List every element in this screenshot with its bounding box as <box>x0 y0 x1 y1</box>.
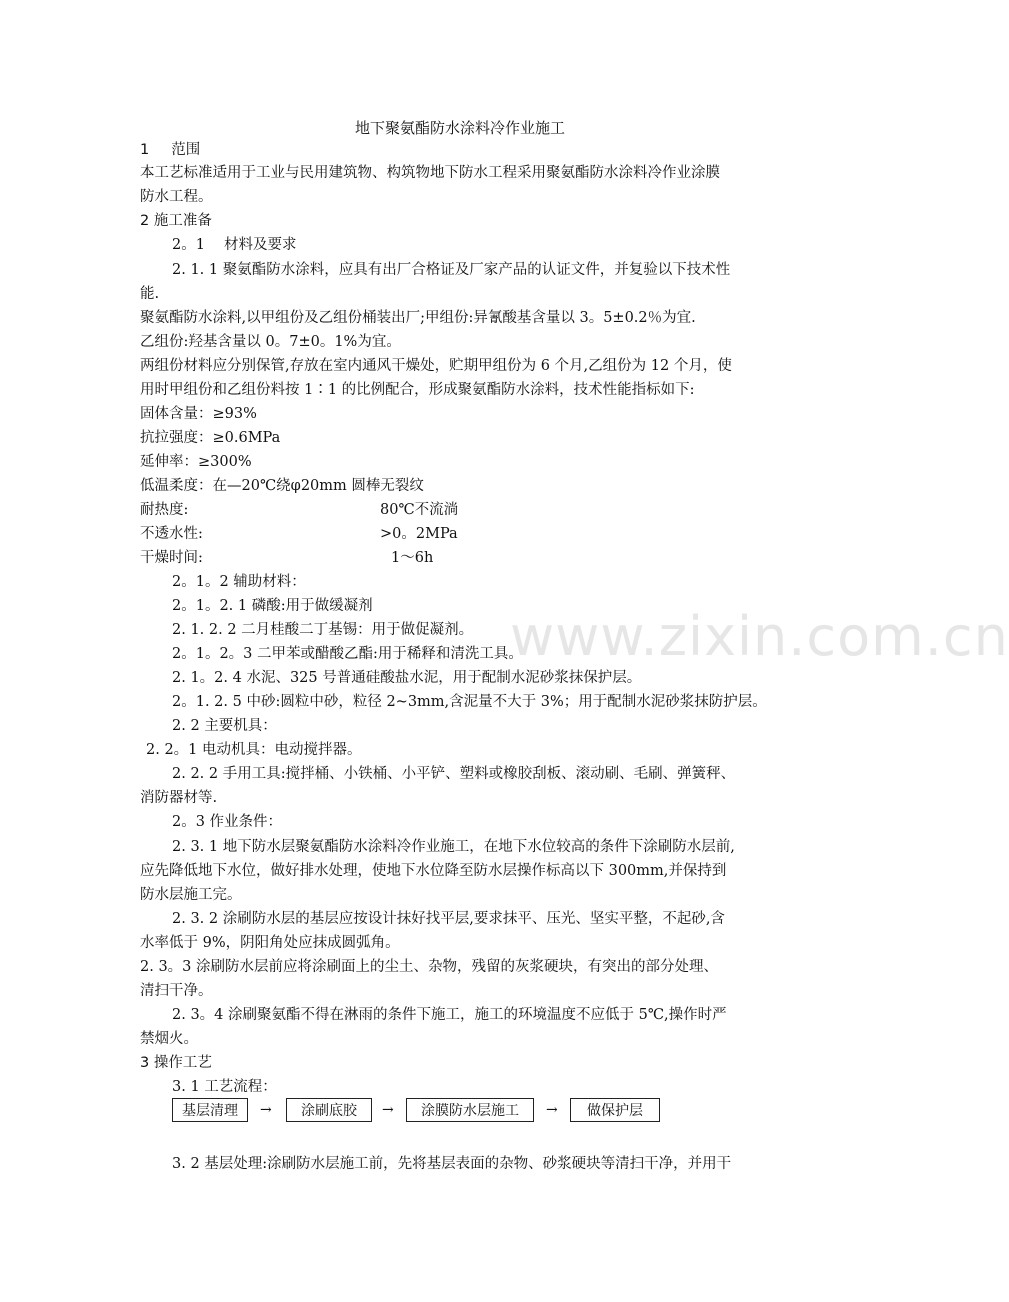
section-1-number: 1 <box>140 142 150 158</box>
paragraph-line: 清扫干净。 <box>140 983 213 999</box>
subsection-line: 2. 2 主要机具： <box>172 718 277 734</box>
spec-line: 固体含量：≥93% <box>140 406 257 422</box>
section-3-heading: 3 操作工艺 <box>140 1055 212 1071</box>
list-item: 2. 2。1 电动机具：电动搅拌器。 <box>146 742 362 758</box>
paragraph-line: 聚氨酯防水涂料,以甲组份及乙组份桶装出厂;甲组份:异氰酸基含量以 3。5±0.2％为宜. <box>140 310 696 326</box>
spec-line: 低温柔度：在—20℃绕φ20mm 圆棒无裂纹 <box>140 478 424 494</box>
spec-label: 耐热度: <box>140 502 189 518</box>
paragraph-line: 能. <box>140 286 160 302</box>
spec-label: 不透水性: <box>140 526 203 542</box>
paragraph-line: 两组份材料应分别保管,存放在室内通风干燥处，贮期甲组份为 6 个月,乙组份为 12 个月，使 <box>140 358 732 374</box>
paragraph-line: 3. 2 基层处理:涂刷防水层施工前，先将基层表面的杂物、砂浆硬块等清扫干净，并用干 <box>172 1156 732 1172</box>
spec-line: 抗拉强度：≥0.6MPa <box>140 430 281 446</box>
paragraph-line: 应先降低地下水位，做好排水处理，使地下水位降至防水层操作标高以下 300mm,并保持到 <box>140 863 727 879</box>
section-1-title: 范围 <box>171 142 201 158</box>
process-flow <box>172 1098 692 1124</box>
paragraph-line: 乙组份:羟基含量以 0。7±0。1%为宜。 <box>140 334 401 350</box>
spec-label: 干燥时间: <box>140 550 203 566</box>
flow-step-1: 基层清理 <box>172 1098 248 1122</box>
paragraph-line: 防水工程。 <box>140 189 213 205</box>
spec-value: 80℃不流淌 <box>380 502 459 518</box>
subsection-2-1: 2。1 材料及要求 <box>172 237 297 253</box>
paragraph-line: 本工艺标准适用于工业与民用建筑物、构筑物地下防水工程采用聚氨酯防水涂料冷作业涂膜 <box>140 165 720 181</box>
list-item: 2。1. 2. 5 中砂:圆粒中砂，粒径 2~3mm,含泥量不大于 3%；用于配制水泥砂浆抹防护层。 <box>172 694 767 710</box>
subsection-line: 3. 1 工艺流程： <box>172 1079 277 1095</box>
subsection-line: 2。3 作业条件： <box>172 814 283 830</box>
flow-step-2: 涂刷底胶 <box>286 1098 372 1122</box>
list-item: 2. 1. 2. 2 二月桂酸二丁基锡：用于做促凝剂。 <box>172 622 474 638</box>
list-item: 2. 1。2. 4 水泥、325 号普通硅酸盐水泥，用于配制水泥砂浆抹保护层。 <box>172 670 642 686</box>
document-title: 地下聚氨酯防水涂料冷作业施工 <box>354 119 565 137</box>
list-item: 2。1。2。3 二甲苯或醋酸乙酯:用于稀释和清洗工具。 <box>172 646 523 662</box>
paragraph-line: 防水层施工完。 <box>140 887 242 903</box>
arrow-right-icon: → <box>382 1102 394 1118</box>
arrow-right-icon: → <box>260 1102 272 1118</box>
watermark: www.zixin.com.cn <box>510 605 1009 668</box>
paragraph-line: 用时甲组份和乙组份料按 1∶1 的比例配合，形成聚氨酯防水涂料，技术性能指标如下: <box>140 382 695 398</box>
list-item: 2. 2. 2 手用工具:搅拌桶、小铁桶、小平铲、塑料或橡胶刮板、滚动刷、毛刷、弹簧秤、 <box>172 766 736 782</box>
paragraph-line: 2. 3。4 涂刷聚氨酯不得在淋雨的条件下施工，施工的环境温度不应低于 5℃,操作时严 <box>172 1007 727 1023</box>
spec-line: 延伸率：≥300% <box>140 454 252 470</box>
spec-value: >0。2MPa <box>380 526 458 542</box>
paragraph-line: 2. 3. 2 涂刷防水层的基层应按设计抹好找平层,要求抹平、压光、坚实平整，不起砂,含 <box>172 911 725 927</box>
paragraph-line: 2. 3. 1 地下防水层聚氨酯防水涂料冷作业施工，在地下水位较高的条件下涂刷防水层前, <box>172 839 735 855</box>
flow-step-4: 做保护层 <box>570 1098 660 1122</box>
flow-step-3: 涂膜防水层施工 <box>406 1098 534 1122</box>
subsection-line: 2。1。2 辅助材料： <box>172 574 306 590</box>
section-1-heading <box>140 138 200 162</box>
paragraph-line: 禁烟火。 <box>140 1031 198 1047</box>
paragraph-line: 水率低于 9%，阴阳角处应抹成圆弧角。 <box>140 935 400 951</box>
spec-value: 1～6h <box>391 550 434 566</box>
section-2-heading: 2 施工准备 <box>140 213 212 229</box>
paragraph-line: 2. 3。3 涂刷防水层前应将涂刷面上的尘土、杂物，残留的灰浆硬块，有突出的部分处理、 <box>140 959 718 975</box>
list-item: 2。1。2. 1 磷酸:用于做缓凝剂 <box>172 598 373 614</box>
arrow-right-icon: → <box>546 1102 558 1118</box>
paragraph-line: 消防器材等. <box>140 790 218 806</box>
paragraph-line: 2. 1. 1 聚氨酯防水涂料，应具有出厂合格证及厂家产品的认证文件，并复验以下技术性 <box>172 262 731 278</box>
